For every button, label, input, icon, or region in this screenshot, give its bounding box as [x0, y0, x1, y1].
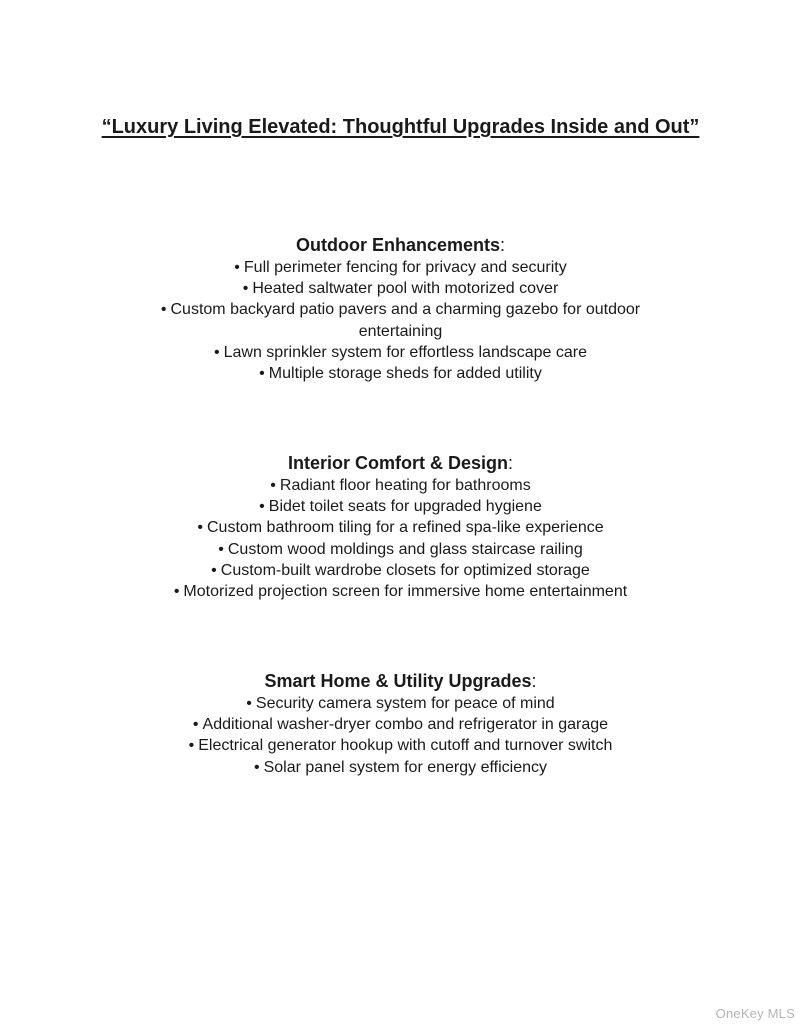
list-item: [151, 560, 651, 581]
section-smart-home-utility: [0, 670, 801, 778]
section-heading: [0, 670, 801, 692]
section-interior-comfort-design: [0, 452, 801, 602]
list-item-text: Solar panel system for energy efficiency: [263, 758, 547, 776]
list-item: [151, 581, 651, 602]
bullet-glyph: •: [246, 695, 252, 712]
watermark: OneKey MLS: [715, 1006, 795, 1021]
section-outdoor-enhancements: [0, 234, 801, 384]
section-heading-text: Interior Comfort & Design: [287, 453, 508, 473]
list-item-text: Bidet toilet seats for upgraded hygiene: [268, 498, 542, 516]
bullet-glyph: •: [259, 365, 265, 383]
bullet-glyph: •: [259, 498, 265, 516]
list-item-text: Custom bathroom tiling for a refined spa-like experience: [206, 519, 604, 537]
page-title: “Luxury Living Elevated: Thoughtful Upgrades Inside and Out”: [101, 116, 700, 138]
section-heading-colon: :: [531, 671, 537, 691]
bullet-glyph: •: [160, 301, 167, 319]
list-item-text: Motorized projection screen for immersive home entertainment: [183, 583, 628, 601]
bullet-glyph: •: [234, 259, 240, 276]
bullet-glyph: •: [211, 561, 217, 579]
bullet-glyph: •: [213, 343, 220, 361]
bullet-list: [0, 475, 801, 602]
list-item-text: Lawn sprinkler system for effortless landscape care: [223, 343, 588, 361]
bullet-glyph: •: [173, 583, 180, 601]
list-item: [151, 714, 651, 735]
list-item-text: Full perimeter fencing for privacy and security: [243, 259, 567, 276]
bullet-glyph: •: [242, 280, 249, 298]
list-item-text: Radiant floor heating for bathrooms: [279, 477, 531, 494]
list-item: [151, 496, 651, 517]
section-heading-colon: :: [500, 235, 506, 255]
bullet-list: [0, 257, 801, 384]
list-item: [151, 363, 651, 384]
section-heading: [0, 452, 801, 474]
list-item: [151, 257, 651, 278]
list-item: [151, 342, 651, 363]
list-item-text: Custom backyard patio pavers and a charming gazebo for outdoor entertaining: [170, 301, 641, 340]
list-item-text: Heated saltwater pool with motorized cover: [252, 280, 559, 298]
section-heading-text: Smart Home & Utility Upgrades: [264, 671, 532, 691]
list-item-text: Multiple storage sheds for added utility: [268, 365, 542, 383]
section-heading-text: Outdoor Enhancements: [295, 235, 500, 255]
list-item: [151, 517, 651, 538]
list-item-text: Additional washer-dryer combo and refrigerator in garage: [202, 716, 609, 734]
list-item: [151, 539, 651, 560]
bullet-list: [0, 693, 801, 778]
list-item-text: Custom wood moldings and glass staircase railing: [227, 540, 583, 558]
bullet-glyph: •: [188, 737, 195, 755]
list-item: [151, 475, 651, 496]
bullet-glyph: •: [218, 540, 224, 558]
section-heading-colon: :: [508, 453, 514, 473]
list-item: [151, 693, 651, 714]
bullet-glyph: •: [253, 758, 260, 776]
list-item: [151, 278, 651, 299]
section-heading: [0, 234, 801, 256]
list-item-text: Security camera system for peace of mind: [255, 695, 555, 712]
list-item-text: Custom-built wardrobe closets for optimized storage: [220, 561, 590, 579]
list-item: [151, 735, 651, 756]
bullet-glyph: •: [270, 477, 276, 494]
list-item: [151, 757, 651, 778]
bullet-glyph: •: [197, 519, 203, 537]
list-item-text: Electrical generator hookup with cutoff and turnover switch: [198, 737, 613, 755]
list-item: [151, 299, 651, 341]
bullet-glyph: •: [192, 716, 199, 734]
